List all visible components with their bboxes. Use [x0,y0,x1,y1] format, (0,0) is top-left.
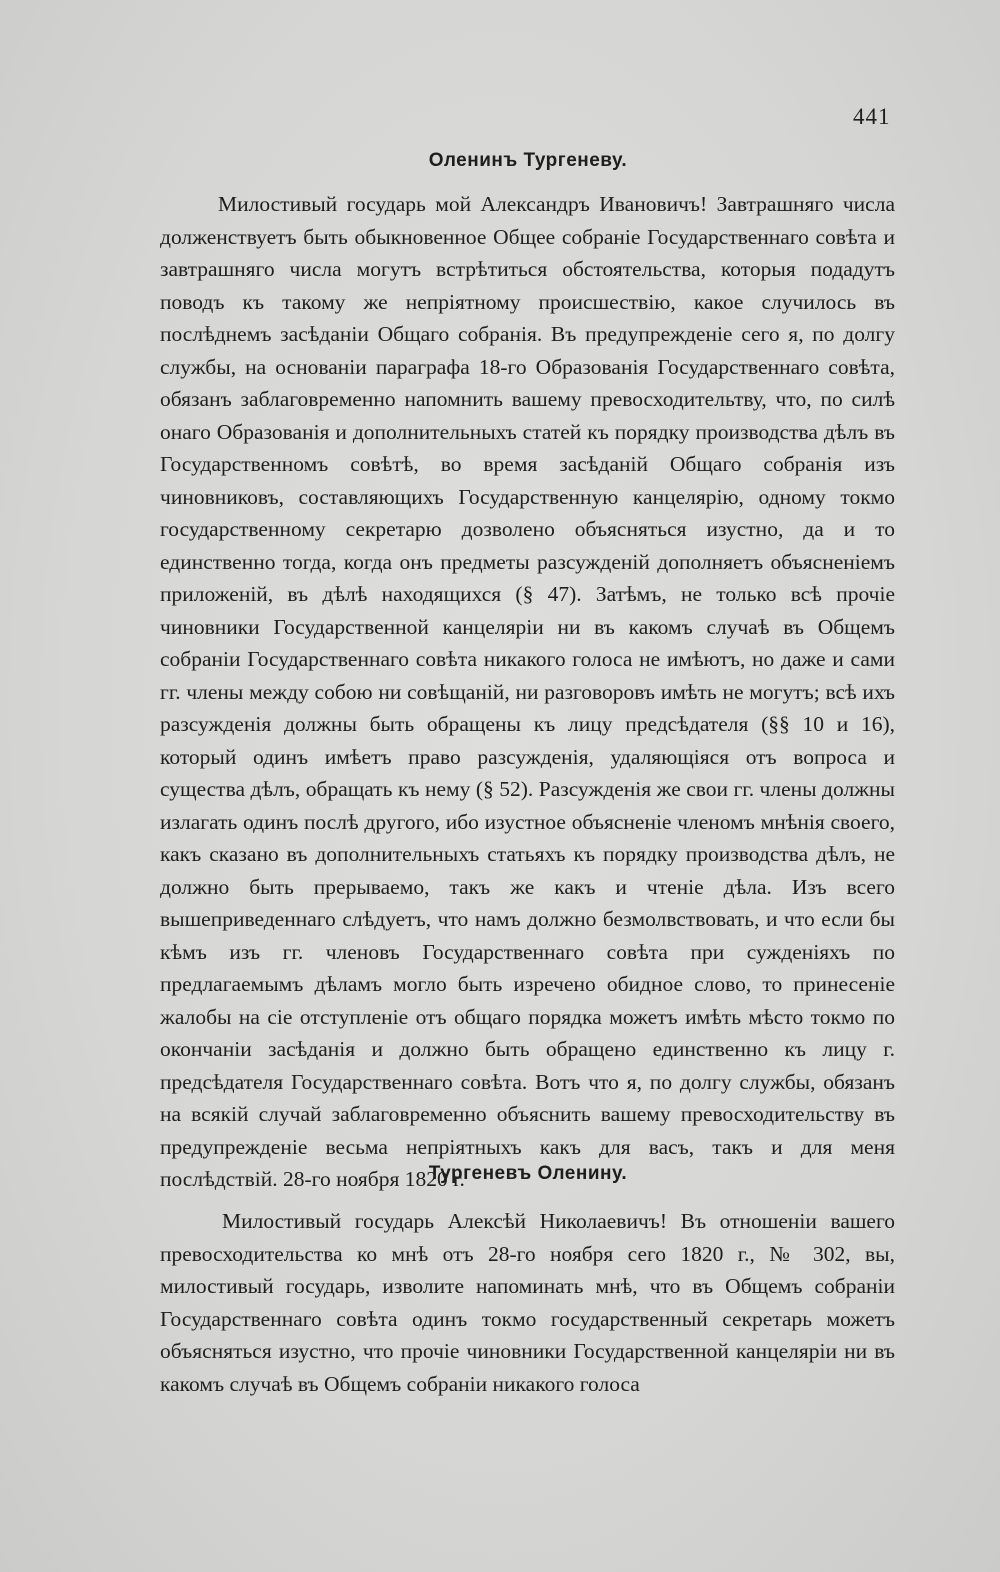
letter-body-olenin-to-turgenev: Милостивый государь мой Александръ Ивановичъ! Завтрашняго числа долженствуетъ быть обыкновенное Общее собранiе Государственнаго совѣта и завтрашняго числа могутъ встрѣтиться обстоятельства, которыя подадутъ поводъ къ такому же непрiятному происшествiю, какое случилось въ послѣднемъ засѣданiи Общаго собранiя. Въ предупрежденiе сего я, по долгу службы, на основанiи параграфа 18-го Образованiя Государственнаго совѣта, обязанъ заблаговременно напомнить вашему превосходительтву, что, по силѣ онаго Образованiя и дополнительныхъ статей къ порядку производства дѣлъ въ Государственномъ совѣтѣ, во время засѣданiй Общаго собранiя изъ чиновниковъ, составляющихъ Государственную канцелярiю, одному токмо государственному секретарю дозволено объясняться изустно, да и то единственно тогда, когда онъ предметы разсужденiй дополняетъ объясненiемъ приложенiй, въ дѣлѣ находящихся (§ 47). Затѣмъ, не только всѣ прочiе чиновники Государственной канцелярiи ни въ какомъ случаѣ въ Общемъ собранiи Государственнаго совѣта никакого голоса не имѣютъ, но даже и сами гг. члены между собою ни совѣщанiй, ни разговоровъ имѣть не могутъ; всѣ ихъ разсужденiя должны быть обращены къ лицу предсѣдателя (§§ 10 и 16), который одинъ имѣетъ право разсужденiя, удаляющiяся отъ вопроса и существа дѣлъ, обращать къ нему (§ 52). Разсужденiя же свои гг. члены должны излагать одинъ послѣ другого, ибо изустное объясненiе членомъ мнѣнiя своего, какъ сказано въ дополнительныхъ статьяхъ къ порядку производства дѣлъ, не должно быть прерываемо, такъ же какъ и чтенiе дѣла. Изъ всего вышеприведеннаго слѣдуетъ, что намъ должно безмолвствовать, и что если бы кѣмъ изъ гг. членовъ Государственнаго совѣта при сужденiяхъ по предлагаемымъ дѣламъ могло быть изречено обидное слово, то принесенiе жалобы на сiе отступленiе отъ общаго порядка можетъ имѣть мѣсто токмо по окончанiи засѣданiя и должно быть обращено единственно къ лицу г. предсѣдателя Государственнаго совѣта. Вотъ что я, по долгу службы, обязанъ на всякiй случай заблаговременно объяснить вашему превосходительству въ предупрежденiе весьма непрiятныхъ какъ для васъ, такъ и для меня послѣдствiй. 28-го ноября 1820 г. [160,192,895,1191]
letter-heading-olenin-to-turgenev: Оленинъ Тургеневу. [428,150,628,171]
page-number: 441 [853,104,891,129]
letter-body-turgenev-to-olenin: Милостивый государь Алексѣй Николаевичъ! Въ отношенiи вашего превосходительства ко мнѣ отъ 28-го ноября сего 1820 г., № 302, вы, милостивый государь, изволите напоминать мнѣ, что въ Общемъ собранiи Государственнаго совѣта одинъ токмо государственный секретарь можетъ объясняться изустно, что прочiе чиновники Государственной канцелярiи ни въ какомъ случаѣ въ Общемъ собранiи никакого голоса [160,1209,895,1396]
letter-heading-turgenev-to-olenin: Тургеневъ Оленину. [428,1163,628,1184]
